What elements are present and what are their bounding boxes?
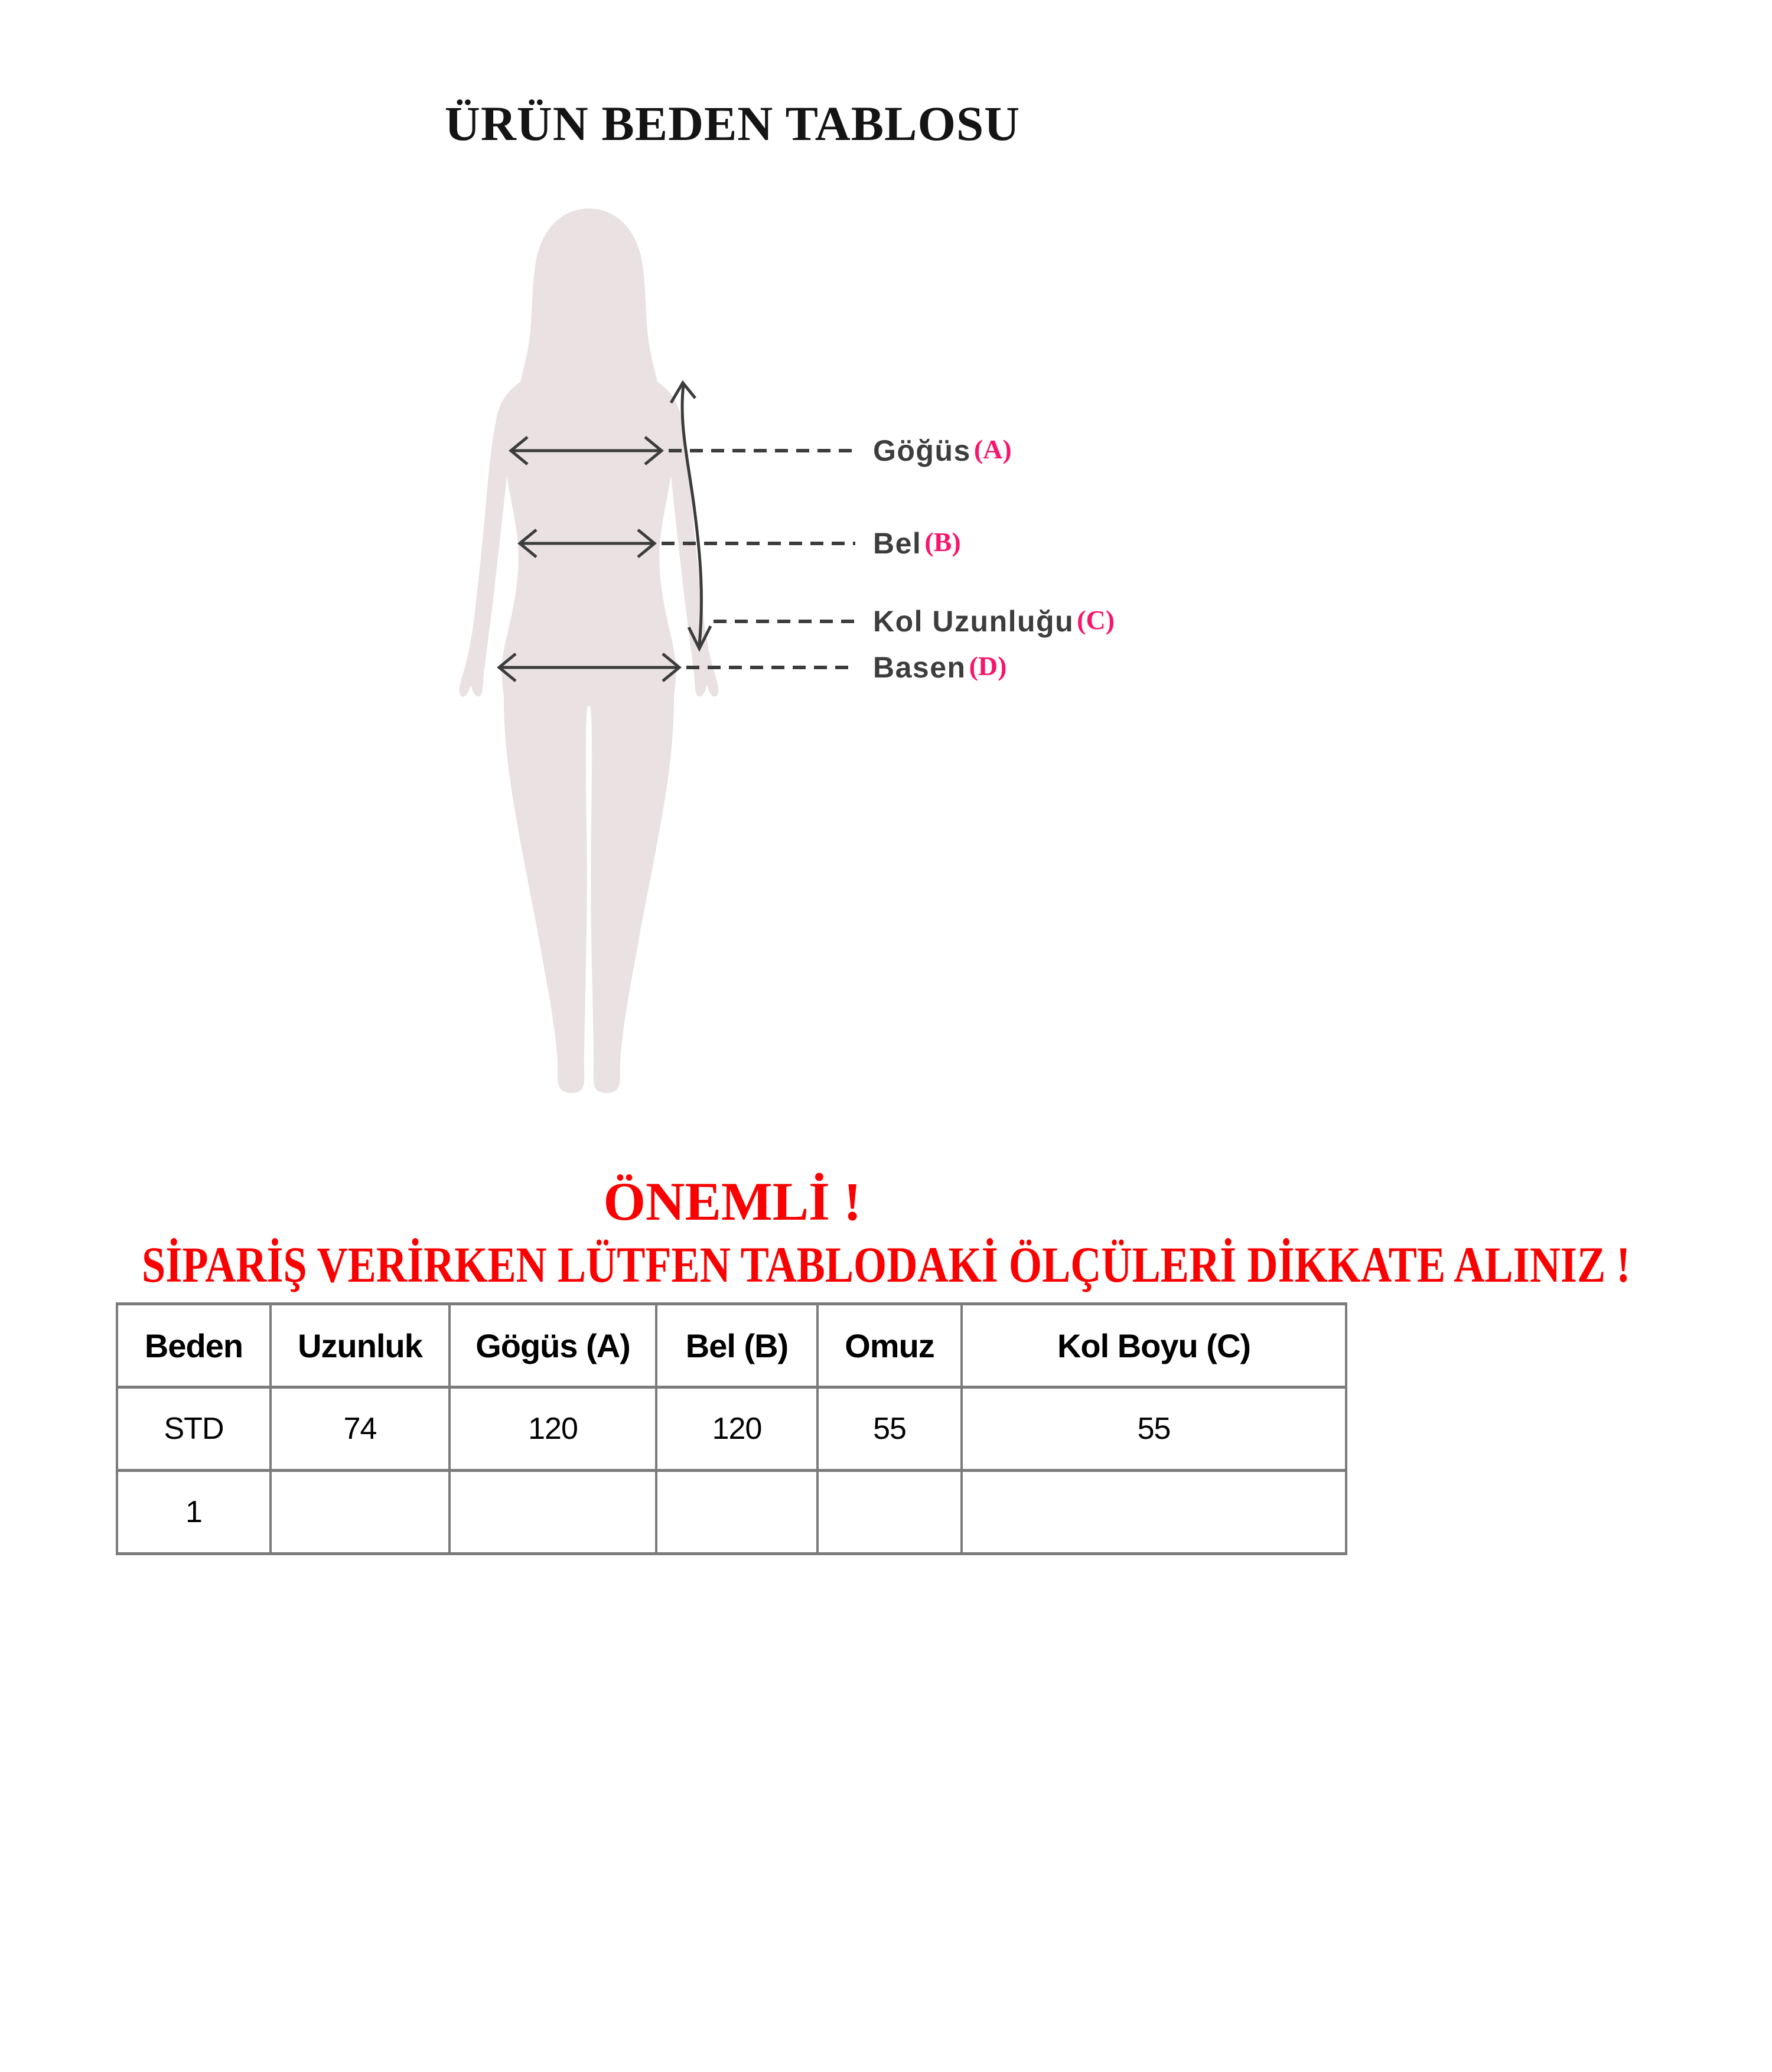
table-header-row bbox=[117, 1304, 1346, 1387]
measurement-label-arm-length bbox=[873, 607, 1115, 636]
silhouette-left-leg bbox=[504, 662, 589, 1093]
measurement-label-arm-length-letter: (C) bbox=[1077, 605, 1115, 635]
cell-1-gogus bbox=[449, 1471, 656, 1554]
header-uzunluk: Uzunluk bbox=[271, 1304, 449, 1387]
measurement-label-hip-text: Basen bbox=[873, 651, 966, 684]
measurement-label-chest-letter: (A) bbox=[973, 434, 1012, 464]
cell-1-uzunluk bbox=[271, 1471, 449, 1554]
measurement-label-waist bbox=[873, 529, 961, 558]
measurement-label-waist-text: Bel bbox=[873, 527, 922, 560]
header-bel: Bel (B) bbox=[656, 1304, 817, 1387]
measurement-label-chest-text: Göğüs bbox=[873, 434, 971, 467]
cell-std-kol-boyu: 55 bbox=[962, 1387, 1346, 1471]
cell-std-uzunluk: 74 bbox=[271, 1387, 449, 1471]
silhouette-right-leg bbox=[589, 662, 674, 1093]
cell-std-omuz: 55 bbox=[817, 1387, 962, 1471]
measurement-label-arm-length-text: Kol Uzunluğu bbox=[873, 605, 1074, 638]
header-kol-boyu: Kol Boyu (C) bbox=[962, 1304, 1346, 1387]
size-table bbox=[116, 1302, 1347, 1555]
cell-1-bel bbox=[656, 1471, 817, 1554]
cell-1-kol-boyu bbox=[962, 1471, 1346, 1554]
measurement-label-hip-letter: (D) bbox=[969, 651, 1007, 681]
header-beden: Beden bbox=[117, 1304, 271, 1387]
table-row-1 bbox=[117, 1471, 1346, 1554]
cell-std-gogus: 120 bbox=[449, 1387, 656, 1471]
female-body-silhouette bbox=[460, 208, 719, 1093]
header-omuz: Omuz bbox=[817, 1304, 962, 1387]
cell-std-beden: STD bbox=[117, 1387, 271, 1471]
cell-1-beden: 1 bbox=[117, 1471, 271, 1554]
measurement-label-chest bbox=[873, 436, 1012, 465]
cell-1-omuz bbox=[817, 1471, 962, 1554]
order-warning-text bbox=[0, 1236, 1631, 1293]
header-gogus: Gögüs (A) bbox=[449, 1304, 656, 1387]
important-heading: ÖNEMLİ ! bbox=[603, 1171, 862, 1232]
cell-std-bel: 120 bbox=[656, 1387, 817, 1471]
table-row-std bbox=[117, 1387, 1346, 1471]
page-title: ÜRÜN BEDEN TABLOSU bbox=[444, 96, 1021, 151]
measurement-diagram bbox=[0, 0, 1465, 1122]
measurement-label-waist-letter: (B) bbox=[924, 527, 961, 557]
order-warning-text-inner: SİPARİŞ VERİRKEN LÜTFEN TABLODAKİ ÖLÇÜLERİ DİKKATE ALINIZ ! bbox=[142, 1236, 1631, 1293]
measurement-label-hip bbox=[873, 653, 1006, 682]
